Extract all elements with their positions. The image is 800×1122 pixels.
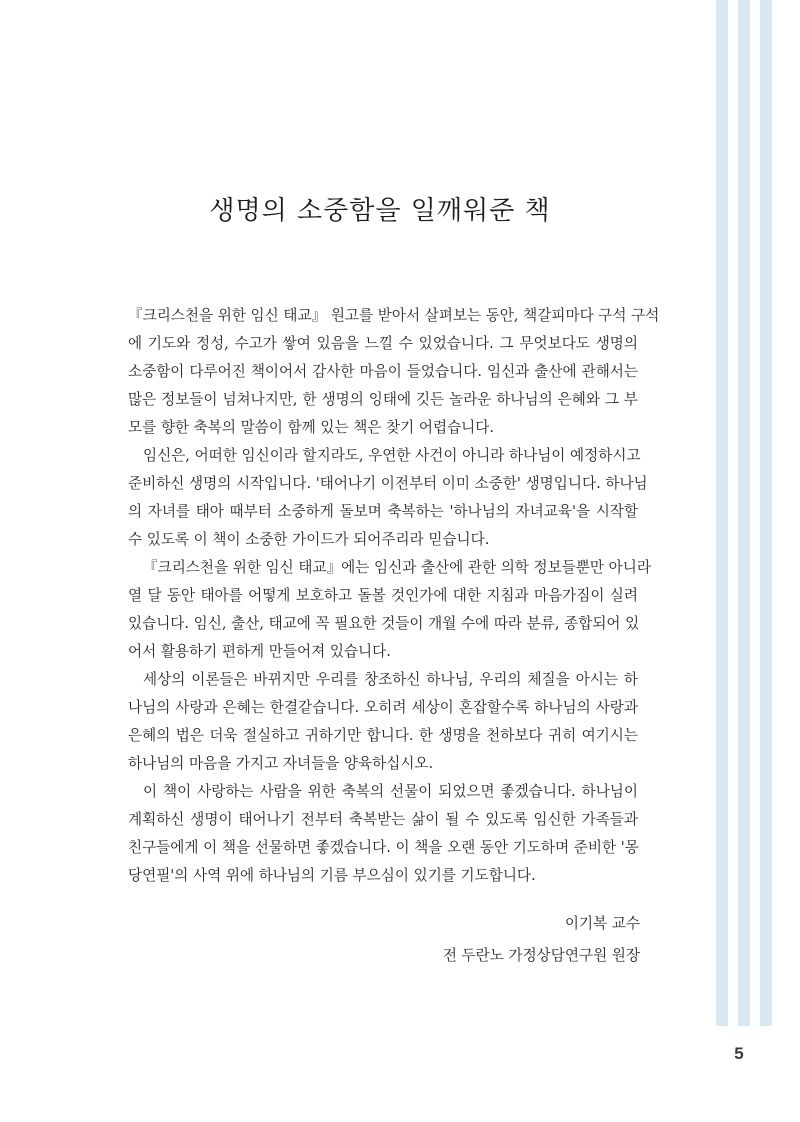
text-line: 하나님의 마음을 가지고 자녀들을 양육하십시오.	[128, 755, 434, 772]
decorative-stripe	[760, 0, 772, 1026]
text-line: 임신은, 어떠한 임신이라 할지라도, 우연한 사건이 아니라 하나님이 예정하시고	[143, 447, 641, 464]
text-line: 수 있도록 이 책이 소중한 가이드가 되어주리라 믿습니다.	[128, 531, 490, 548]
page-title: 생명의 소중함을 일깨워준 책	[209, 196, 551, 226]
text-line: 친구들에게 이 책을 선물하면 좋겠습니다. 이 책을 오랜 동안 기도하며 준비한 '몽	[128, 839, 639, 856]
text-line: 은혜의 법은 더욱 절실하고 귀하기만 합니다. 한 생명을 천하보다 귀히 여기시는	[128, 727, 638, 744]
text-line: 나님의 사랑과 은혜는 한결같습니다. 오히려 세상이 혼잡할수록 하나님의 사랑과	[128, 699, 638, 716]
text-line: 계획하신 생명이 태어나기 전부터 축복받는 삶이 될 수 있도록 임신한 가족들과	[128, 811, 638, 828]
preface-body	[128, 302, 660, 890]
author-name: 이기복 교수	[564, 915, 640, 932]
text-line: 많은 정보들이 넘쳐나지만, 한 생명의 잉태에 깃든 놀라운 하나님의 은혜와 그 부	[128, 391, 638, 408]
text-line: 『크리스천을 위한 임신 태교』에는 임신과 출산에 관한 의학 정보들뿐만 아니라	[143, 559, 651, 576]
decorative-stripe	[738, 0, 750, 1026]
page-number: 5	[734, 1044, 744, 1063]
text-line: 당연필'의 사역 위에 하나님의 기름 부으심이 있기를 기도합니다.	[128, 867, 536, 884]
text-line: 이 책이 사랑하는 사람을 위한 축복의 선물이 되었으면 좋겠습니다. 하나님이	[143, 783, 638, 800]
text-line: 열 달 동안 태아를 어떻게 보호하고 돌볼 것인가에 대한 지침과 마음가짐이 실려	[128, 587, 638, 604]
text-line: 있습니다. 임신, 출산, 태교에 꼭 필요한 것들이 개월 수에 따라 분류, 종합되어 있	[128, 615, 640, 632]
text-line: 에 기도와 정성, 수고가 쌓여 있음을 느낄 수 있었습니다. 그 무엇보다도 생명의	[128, 335, 638, 352]
text-line: 『크리스천을 위한 임신 태교』 원고를 받아서 살펴보는 동안, 책갈피마다 구석 구석	[128, 307, 660, 324]
text-line: 모를 향한 축복의 말씀이 함께 있는 책은 찾기 어렵습니다.	[128, 419, 494, 436]
text-line: 소중함이 다루어진 책이어서 감사한 마음이 들었습니다. 임신과 출산에 관해서는	[128, 363, 638, 380]
author-role: 전 두란노 가정상담연구원 원장	[442, 947, 640, 964]
text-line: 세상의 이론들은 바뀌지만 우리를 창조하신 하나님, 우리의 체질을 아시는 하	[143, 671, 638, 688]
text-line: 어서 활용하기 편하게 만들어져 있습니다.	[128, 643, 391, 660]
text-line: 준비하신 생명의 시작입니다. '태어나기 이전부터 이미 소중한' 생명입니다. 하나님	[128, 475, 648, 492]
decorative-stripe	[716, 0, 728, 1026]
text-line: 의 자녀를 태아 때부터 소중하게 돌보며 축복하는 '하나님의 자녀교육'을 시작할	[128, 503, 638, 520]
